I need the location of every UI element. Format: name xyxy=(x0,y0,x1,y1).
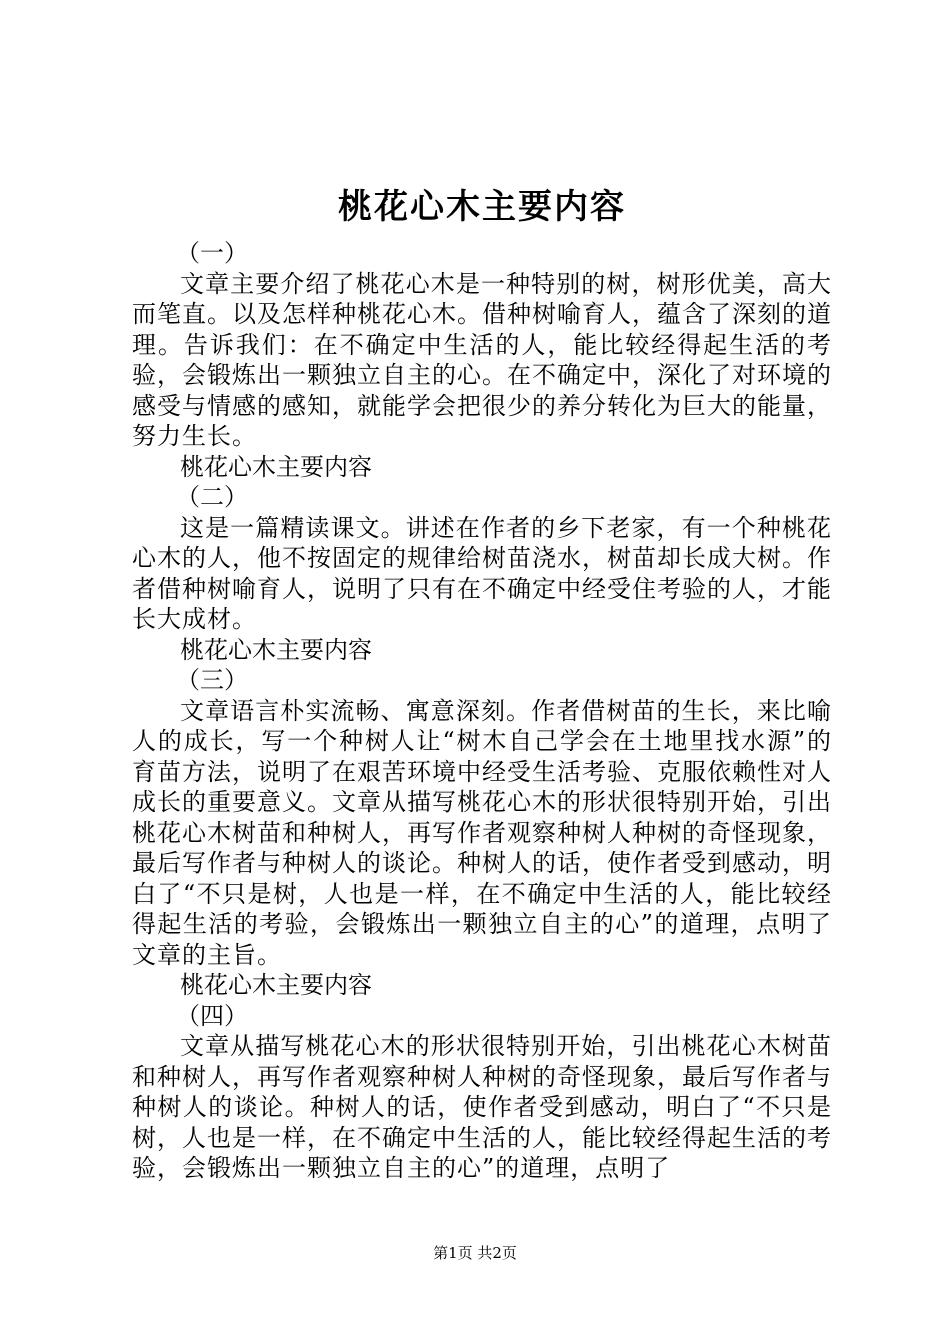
section-marker-2: （二） xyxy=(176,483,248,511)
section-subheading-3: 桃花心木主要内容 xyxy=(180,971,372,999)
section-subheading-1: 桃花心木主要内容 xyxy=(180,452,372,481)
section-paragraph-4: 文章从描写桃花心木的形状很特别开始，引出桃花心木树苗和种树人，再写作者观察种树人种树的奇怪现象，最后写作者与种树人的谈论。种树人的话，使作者受到感动，明白了“不只是树，人也是一样，在不确定中生活的人，能比较经得起生活的考验，会锻炼出一颗独立自主的心”的道理，点明了 xyxy=(132,1032,832,1182)
page-number-footer: 第1页 共2页 xyxy=(433,1244,517,1262)
document-title: 桃花心木主要内容 xyxy=(338,187,626,227)
section-marker-1: （一） xyxy=(176,239,248,267)
section-paragraph-2: 这是一篇精读课文。讲述在作者的乡下老家，有一个种桃花心木的人，他不按固定的规律给树苗浇水，树苗却长成大树。作者借种树喻育人，说明了只有在不确定中经受住考验的人，才能长大成材。 xyxy=(132,513,832,633)
section-paragraph-1: 文章主要介绍了桃花心木是一种特别的树，树形优美，高大而笔直。以及怎样种桃花心木。借种树喻育人，蕴含了深刻的道理。告诉我们：在不确定中生活的人，能比较经得起生活的考验，会锻炼出一颗独立自主的心。在不确定中，深化了对环境的感受与情感的感知，就能学会把很少的养分转化为巨大的能量，努力生长。 xyxy=(132,269,832,450)
section-marker-3: （三） xyxy=(176,666,248,694)
section-marker-4: （四） xyxy=(176,1001,248,1030)
section-subheading-2: 桃花心木主要内容 xyxy=(180,635,372,664)
section-paragraph-3: 文章语言朴实流畅、寓意深刻。作者借树苗的生长，来比喻人的成长，写一个种树人让“树木自己学会在土地里找水源”的育苗方法，说明了在艰苦环境中经受生活考验、克服依赖性对人成长的重要意义。文章从描写桃花心木的形状很特别开始，引出桃花心木树苗和种树人，再写作者观察种树人种树的奇怪现象，最后写作者与种树人的谈论。种树人的话，使作者受到感动，明白了“不只是树，人也是一样，在不确定中生活的人，能比较经得起生活的考验，会锻炼出一颗独立自主的心”的道理，点明了文章的主旨。 xyxy=(132,696,832,969)
document-page xyxy=(132,184,832,1184)
